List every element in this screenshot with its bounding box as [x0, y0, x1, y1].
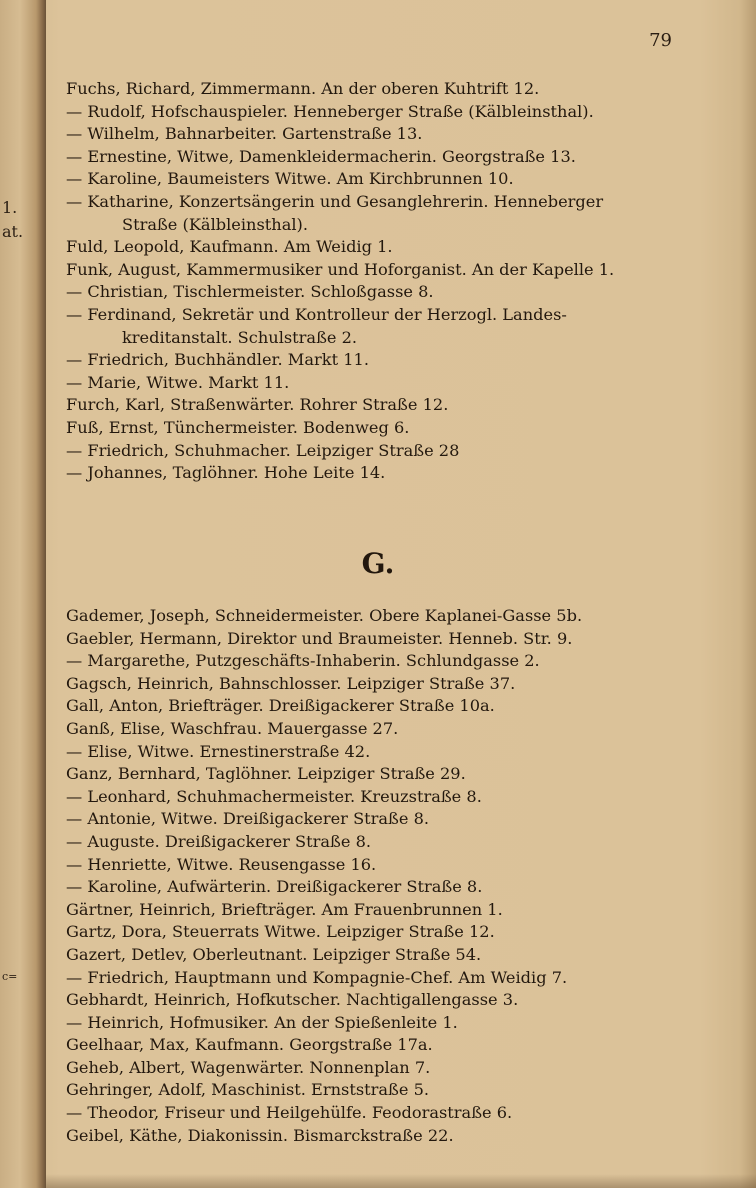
directory-entry: — Katharine, Konzertsängerin und Gesanglehrerin. Henneberger: [66, 191, 604, 211]
directory-entry: — Rudolf, Hofschauspieler. Henneberger Straße (Kälbleinsthal).: [66, 101, 594, 121]
page-number: 79: [649, 30, 672, 51]
section-g-entries: [66, 605, 716, 1147]
directory-entry: — Marie, Witwe. Markt 11.: [66, 372, 290, 392]
directory-entry: Fuß, Ernst, Tünchermeister. Bodenweg 6.: [66, 417, 410, 437]
directory-entry: Straße (Kälbleinsthal).: [122, 214, 309, 234]
directory-entry: — Leonhard, Schuhmachermeister. Kreuzstraße 8.: [66, 786, 482, 806]
directory-entry: Furch, Karl, Straßenwärter. Rohrer Straße 12.: [66, 395, 449, 415]
directory-entry: Gebhardt, Heinrich, Hofkutscher. Nachtigallengasse 3.: [66, 990, 519, 1010]
directory-entry: Gazert, Detlev, Oberleutnant. Leipziger Straße 54.: [66, 944, 482, 964]
directory-entry: — Antonie, Witwe. Dreißigackerer Straße 8.: [66, 809, 430, 829]
gutter-mark: c=: [2, 970, 18, 983]
section-f-entries: [66, 78, 716, 485]
directory-entry: — Christian, Tischlermeister. Schloßgasse 8.: [66, 282, 434, 302]
directory-entry: Fuld, Leopold, Kaufmann. Am Weidig 1.: [66, 237, 393, 257]
directory-entry: — Friedrich, Hauptmann und Kompagnie-Chef. Am Weidig 7.: [66, 967, 568, 987]
directory-entry: Geheb, Albert, Wagenwärter. Nonnenplan 7.: [66, 1057, 431, 1077]
directory-entry: Funk, August, Kammermusiker und Hoforganist. An der Kapelle 1.: [66, 259, 615, 279]
gutter-mark: at.: [2, 222, 24, 241]
directory-entry: — Johannes, Taglöhner. Hohe Leite 14.: [66, 463, 386, 483]
directory-entry: Gall, Anton, Briefträger. Dreißigackerer Straße 10a.: [66, 696, 495, 716]
directory-entry: — Theodor, Friseur und Heilgehülfe. Feodorastraße 6.: [66, 1103, 513, 1123]
directory-entry: — Margarethe, Putzgeschäfts-Inhaberin. Schlundgasse 2.: [66, 651, 540, 671]
directory-entry: — Karoline, Aufwärterin. Dreißigackerer Straße 8.: [66, 877, 483, 897]
directory-entry: — Ferdinand, Sekretär und Kontrolleur der Herzogl. Landes-: [66, 304, 567, 324]
directory-entry: Gademer, Joseph, Schneidermeister. Obere Kaplanei-Gasse 5b.: [66, 606, 583, 625]
directory-entry: Geelhaar, Max, Kaufmann. Georgstraße 17a.: [66, 1035, 433, 1055]
section-heading-g: G.: [361, 547, 395, 580]
directory-entry: — Friedrich, Buchhändler. Markt 11.: [66, 350, 369, 370]
directory-entry: Ganz, Bernhard, Taglöhner. Leipziger Straße 29.: [66, 764, 466, 784]
directory-entry: Ganß, Elise, Waschfrau. Mauergasse 27.: [66, 718, 399, 738]
directory-entry: — Elise, Witwe. Ernestinerstraße 42.: [66, 741, 371, 761]
directory-entry: kreditanstalt. Schulstraße 2.: [122, 327, 358, 347]
page-bottom-edge: [46, 1174, 756, 1188]
directory-entry: Gagsch, Heinrich, Bahnschlosser. Leipziger Straße 37.: [66, 673, 516, 693]
gutter-mark: 1.: [2, 198, 18, 217]
directory-entry: Gartz, Dora, Steuerrats Witwe. Leipziger Straße 12.: [66, 922, 495, 942]
directory-entry: Fuchs, Richard, Zimmermann. An der oberen Kuhtrift 12.: [66, 79, 540, 98]
directory-entry: — Auguste. Dreißigackerer Straße 8.: [66, 831, 372, 851]
directory-entry: — Friedrich, Schuhmacher. Leipziger Straße 28: [66, 440, 460, 460]
directory-entry: Gaebler, Hermann, Direktor und Braumeister. Henneb. Str. 9.: [66, 628, 573, 648]
directory-entry: — Wilhelm, Bahnarbeiter. Gartenstraße 13.: [66, 124, 423, 144]
directory-entry: — Karoline, Baumeisters Witwe. Am Kirchbrunnen 10.: [66, 169, 514, 189]
directory-entry: — Ernestine, Witwe, Damenkleidermacherin. Georgstraße 13.: [66, 146, 576, 166]
page-gutter: [0, 0, 46, 1188]
directory-entry: Gärtner, Heinrich, Briefträger. Am Frauenbrunnen 1.: [66, 899, 503, 919]
directory-entry: — Heinrich, Hofmusiker. An der Spießenleite 1.: [66, 1012, 458, 1032]
directory-entry: — Henriette, Witwe. Reusengasse 16.: [66, 854, 377, 874]
directory-entry: Gehringer, Adolf, Maschinist. Ernststraße 5.: [66, 1080, 430, 1100]
directory-entry: Geibel, Käthe, Diakonissin. Bismarckstraße 22.: [66, 1125, 454, 1145]
